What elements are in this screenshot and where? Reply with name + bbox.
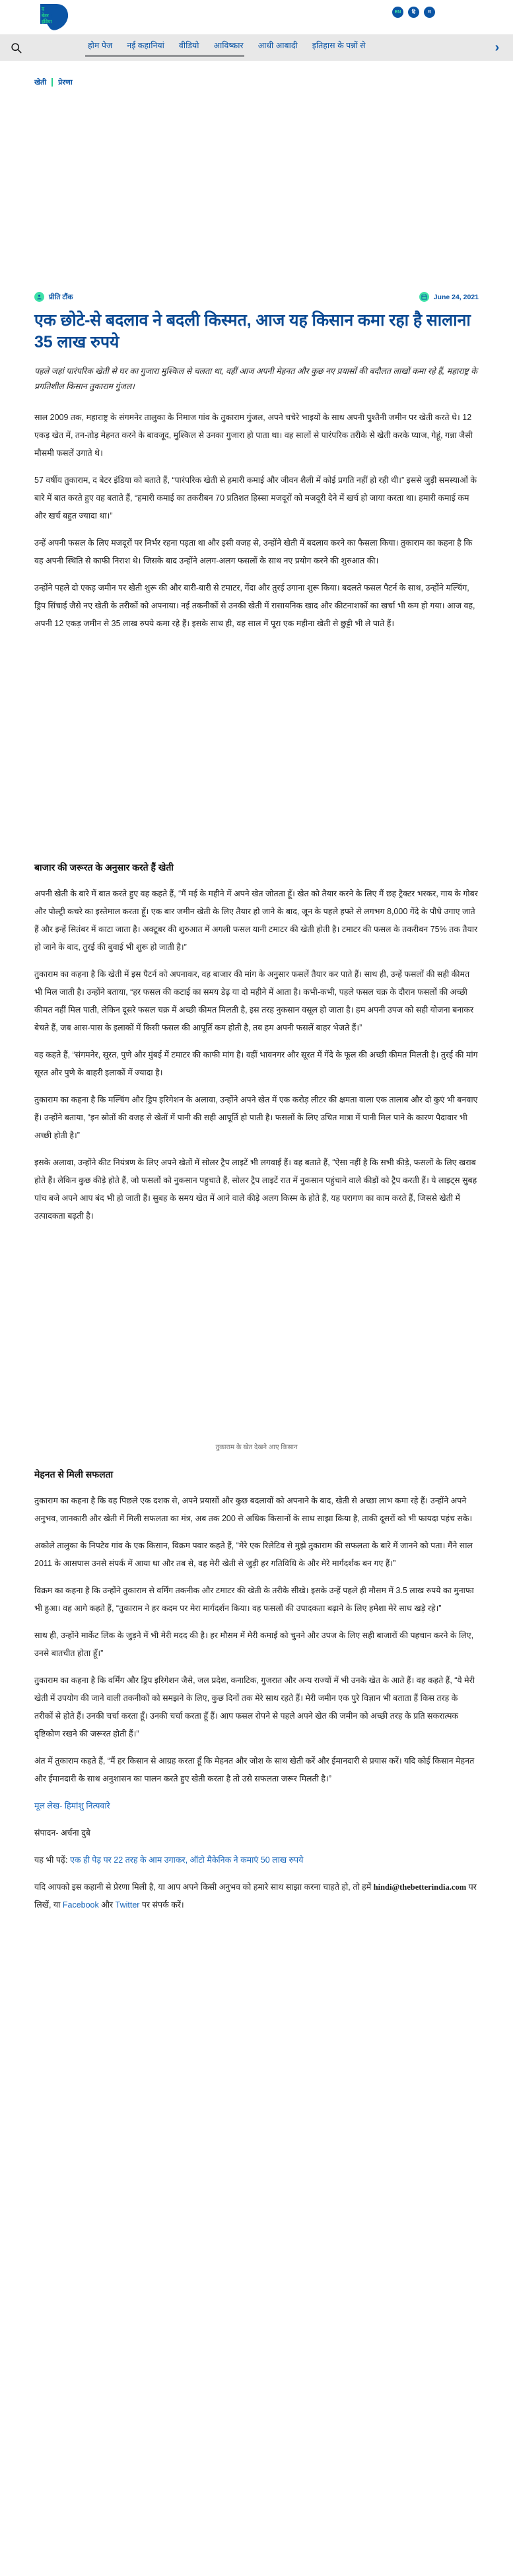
contact-paragraph <box>34 1878 479 1914</box>
the-better-india-logo[interactable] <box>39 3 69 32</box>
hero-image <box>34 95 479 273</box>
paragraph: विक्रम का कहना है कि उन्होंने तुकाराम से वर्मिंग तकनीक और टमाटर की खेती के तरीके सीखे। इसके उन्हें पहले ही मौसम में 3.5 लाख रुपये का मुनाफा भी हुआ। वह आगे कहते हैं, “तुकाराम ने हर कदम पर मेरा मार्गदर्शन किया। वह फसलों की उपादकता बढ़ाने के लिए हमेशा मेरे साथ खड़े रहे।” <box>34 1586 474 1613</box>
paragraph: इसके अलावा, उन्होंने कीट नियंत्रण के लिए अपने खेतों में सोलर ट्रैप लाइटें भी लगवाई हैं। वह बताते हैं, “ऐसा नहीं है कि सभी कीड़े, फसलों के लिए खराब होते हैं। लेकिन कुछ कीड़े होते हैं, जो फसलों को नुकसान पहुचाते हैं, सोलर ट्रैप लाइटें रात में नुकसान पहुंचाने वाले कीड़ों को ट्रैप करती हैं। ये लाइट्स सुबह पांच बजे अपने आप बंद भी हो जाती हैं। सुबह के समय खेत में आने वाले कीड़े अलग किस्म के होते हैं, यह परागण का काम करते हैं, जिससे खेती में उत्पादकता बढ़ती है। <box>34 1158 477 1221</box>
nav-item-home[interactable]: होम पेज <box>88 38 112 57</box>
paragraph: उन्हें अपनी फसल के लिए मजदूरों पर निर्भर रहना पड़ता था और इसी वजह से, उन्होंने खेती में बदलाव करने का फैसला किया। तुकाराम का कहना है कि वह अपनी स्थिति से काफी निराश थे। जिसके बाद उन्होंने अलग-अलग फसलों के साथ नए प्रयोग करने की शुरुआत की। <box>34 538 473 565</box>
article-meta <box>34 292 479 302</box>
nav-item-women[interactable]: आधी आबादी <box>257 41 298 50</box>
figure-caption: तुकाराम के खेत देखने आए किसान <box>215 1444 298 1451</box>
contact-text-1: यदि आपको इस कहानी से प्रेरणा मिली है, या आप अपने किसी अनुभव को हमारे साथ साझा करना चाहते हो, तो हमें <box>34 1882 374 1892</box>
nav-item-innovation[interactable]: आविष्कार <box>213 41 244 50</box>
bottom-spacer <box>34 1923 479 1941</box>
editor-credit: संपादन- अर्चना दुबे <box>34 1828 90 1838</box>
twitter-link[interactable]: Twitter <box>115 1900 140 1910</box>
lang-pill-hi[interactable]: हि <box>408 7 419 18</box>
figure-image <box>34 646 479 844</box>
calendar-icon <box>419 292 429 302</box>
calendar-glyph-icon <box>421 294 427 300</box>
paragraph: वह कहते हैं, “संगमनेर, सूरत, पुणे और मुंबई में टमाटर की काफी मांग है। वहीं भावनगर और सूरत में गेंदे के फूल की अच्छी कीमत मिलती है। तुरई की मांग सूरत और पुणे के बाहरी इलाकों में ज्यादा है। <box>34 1050 478 1077</box>
paragraph: उन्होंने पहले दो एकड़ जमीन पर खेती शुरू की और बारी-बारी से टमाटर, गेंदा और तुरई उगाना शुरू किया। बदलते फसल पैटर्न के साथ, उन्होंने मल्चिंग, ड्रिप सिंचाई जैसे नए खेती के तरीकों को अपनाया। नई तकनीकों से उनकी खेती में रासायनिक खाद और कीटनाशकों का खर्चा भी कम हो गया। आज वह, अपनी 12 एकड़ जमीन से 35 लाख रुपये कमा रहे हैं। इसके साथ ही, वह साल में पूरा एक महीना खेती से छुट्टी भी ले पाते हैं। <box>34 583 475 628</box>
person-icon <box>36 294 42 300</box>
inline-figure-1 <box>34 646 479 844</box>
article-standfirst: पहले जहां पारंपरिक खेती से घर का गुजारा मुश्किल से चलता था, वहीं आज अपनी मेहनत और कुछ नए प्रयासों की बदौलत लाखों कमा रहे हैं, महाराष्ट्र के प्रगतिशील किसान तुकाराम गुंजल। <box>34 367 477 391</box>
also-read-line <box>34 1851 479 1869</box>
search-icon <box>11 42 22 54</box>
paragraph: 57 वर्षीय तुकाराम, द बेटर इंडिया को बताते हैं, “पारंपरिक खेती से हमारी कमाई और जीवन शैली में कोई प्रगति नहीं हो रही थी।” इससे जुड़ी समस्याओं के बारे में बात करते हुए वह बताते हैं, “हमारी कमाई का तकरीबन 70 प्रतिशत हिस्सा मजदूरों को मजदूरी देने में खर्च हो जाया करता था। हमारी कमाई कम और खर्च बहुत ज्यादा था।” <box>34 476 477 520</box>
category-separator <box>51 78 53 87</box>
nav-next-arrow-icon[interactable]: › <box>495 40 500 55</box>
nav-item-videos[interactable]: वीडियो <box>178 41 199 50</box>
facebook-link[interactable]: Facebook <box>62 1900 99 1910</box>
page-title: एक छोटे-से बदलाव ने बदली किस्मत, आज यह किसान कमा रहा है सालाना 35 लाख रुपये <box>34 311 471 351</box>
search-button[interactable] <box>0 42 32 54</box>
paragraph: तुकाराम का कहना है कि खेती में इस पैटर्न को अपनाकर, वह बाजार की मांग के अनुसार फसलें तैयार कर पाते हैं। साथ ही, उन्हें फसलों की सही कीमत भी मिल जाती है। उन्होंने बताया, “हर फसल की कटाई का समय डेढ़ या दो महीने में आता है। कभी-कभी, पहले फसल चक्र के दौरान फसलों की अच्छी कीमत नहीं मिल पाती, लेकिन दूसरे फसल चक्र में अच्छी कीमत मिलती है, इस तरह नुकसान वसूल हो जाता है। हम अपनी उपज को सही योजना बनाकर बेचते हैं, जब आस-पास के इलाकों में किसी फसल की आपूर्ति कम होती है, तब हम अपनी फसलें बाहर भेजते हैं।” <box>34 970 474 1032</box>
original-author-credit[interactable]: मूल लेख- हिमांशु नित्यवारे <box>34 1801 110 1810</box>
category-breadcrumb <box>34 61 479 91</box>
paragraph: अपनी खेती के बारे में बात करते हुए वह कहते हैं, “मैं मई के महीने में अपने खेत जोतता हूँ। खेत को तैयार करने के लिए मैं छह ट्रैक्टर भरकर, गाय के गोबर और पोल्ट्री कचरे का इस्तेमाल करता हूँ। एक बार जमीन खेती के लिए तैयार हो जाने के बाद, जून के पहले हफ्ते से लगभग 8,000 गेंदे के पौधे उगाए जाते हैं और इन्हें सितंबर में काटा जाता है। अक्टूबर की शुरुआत में अगली फसल यानी टमाटर की खेती होती है। टमाटर की फसल के तकरीबन 75% तक तैयार हो जाने के बाद, तुरई की बुवाई भी शुरू हो जाती है।” <box>34 889 478 952</box>
author-avatar-icon <box>34 292 44 302</box>
logo-tab[interactable] <box>34 0 77 34</box>
also-read-link[interactable]: एक ही पेड़ पर 22 तरह के आम उगाकर, ऑटो मैकेनिक ने कमाएं 50 लाख रुपये <box>69 1855 304 1865</box>
paragraph: अंत में तुकाराम कहते हैं, “मैं हर किसान से आग्रह करता हूँ कि मेहनत और जोश के साथ खेती करें और ईमानदारी से प्रयास करें। यदि कोई किसान मेहनत और ईमानदारी के साथ अनुशासन का पालन करते हुए खेती करता है तो उसे सफलता जरूर मिलती है।” <box>34 1756 475 1783</box>
paragraph: तुकाराम का कहना है कि वह पिछले एक दशक से, अपने प्रयासों और कुछ बदलावों को अपनाने के बाद, खेती से अच्छा लाभ कमा रहे हैं। उन्होंने अपने अनुभव, जानकारी और खेती में मिली सफलता का मंत्र, अब तक 200 से अधिक किसानों के साथ साझा किया है, ताकी दूसरों को भी फायदा पहंच सके। <box>34 1496 473 1523</box>
logo-line-3: इंडिया <box>42 18 52 24</box>
logo-line-1: द <box>42 6 44 12</box>
section-heading-market: बाजार की जरूरत के अनुसार करते हैं खेती <box>34 862 174 873</box>
category-link-prerna[interactable]: प्रेरणा <box>58 79 73 87</box>
nav-item-history[interactable]: इतिहास के पन्नों से <box>312 41 366 50</box>
author-block[interactable] <box>34 292 73 302</box>
lang-pill-mr[interactable]: म <box>424 7 435 18</box>
category-link-kheti[interactable]: खेती <box>34 79 47 87</box>
paragraph: तुकाराम का कहना है कि मल्चिंग और ड्रिप इरिगेशन के अलावा, उन्होंने अपने खेत में एक करोड़ लीटर की क्षमता वाला एक तालाब और दो कुएं भी बनवाए हैं। उन्होंने बताया, “इन स्रोतों की वजह से खेतों में पानी की सही आपूर्ति हो पाती है। फसलों के लिए उचित मात्रा में पानी मिल पाने के कारण पैदावार भी अच्छी होती है।” <box>34 1095 478 1140</box>
article-container <box>0 61 513 1941</box>
contact-text-3: और <box>98 1900 116 1910</box>
also-read-label: यह भी पढ़ें: <box>34 1855 68 1865</box>
section-heading-success: मेहनत से मिली सफलता <box>34 1469 114 1480</box>
nav-items <box>32 38 481 57</box>
contact-text-2: पर लिखें, या <box>34 1882 477 1910</box>
author-name[interactable]: प्रीति टौंक <box>49 293 73 301</box>
logo-wordmark <box>42 6 64 25</box>
main-navigation <box>0 34 513 61</box>
contact-text-4: पर संपर्क करें। <box>139 1900 184 1910</box>
logo-line-2: बेटर <box>42 12 49 18</box>
publish-date: June 24, 2021 <box>433 293 479 301</box>
language-switcher[interactable] <box>392 7 435 18</box>
paragraph: तुकाराम का कहना है कि वर्मिंग और ड्रिप इरिगेशन जैसे, जल प्रदेश, कनाटिक, गुजरात और अन्य राज्यों में भी उनके खेत के आते हैं। वह कहते हैं, “ये मेरी खेती में उपयोग की जाने वाली तकनीकों को समझने के लिए, कुछ दिनों तक मेरे साथ रहते हैं। मेरी जमीन एक पुरे विज्ञान भी बताता हैं किस तरह के तरीकों से होते हैं। उनकी चर्चा करता हूँ। उनकी चर्चा करता हूँ हैं। आप फसल रोपने से पहले अपने खेत की जमीन को अच्छी तरह के प्रति सकरात्मक दृष्टिकोण रखने की जरूरत होती हैं।” <box>34 1676 475 1738</box>
nav-item-new-stories[interactable]: नई कहानियां <box>127 41 164 50</box>
lang-pill-en[interactable]: EN <box>392 7 403 18</box>
brand-bar <box>0 0 513 34</box>
paragraph: साथ ही, उन्होंने मार्केट लिंक के जुड़ने में भी मेरी मदद की है। हर मौसम में मेरी कमाई को चुनने और उपज के लिए सही बाजारों की पहचान करने के लिए, उनसे बातचीत होता हूँ।” <box>34 1631 474 1658</box>
contact-email[interactable]: hindi@thebetterindia.com <box>373 1882 467 1892</box>
inline-figure-2 <box>34 1238 479 1451</box>
paragraph: साल 2009 तक, महाराष्ट्र के संगमनेर तालुका के निमाज गांव के तुकाराम गुंजल, अपने चचेरे भाइयों के साथ अपनी पुश्तैनी जमीन पर खेती करते थे। 12 एकड़ खेत में, तन-तोड़ मेहनत करने के बावजूद, मुश्किल से उनका गुजारा हो पाता था। वह सालों से पारंपरिक तरीके से खेती करके प्याज, गेहूं, गन्ना जैसी मौसमी फसलें उगाते थे। <box>34 413 473 458</box>
figure-image <box>34 1238 479 1437</box>
date-block <box>419 292 479 302</box>
paragraph: अकोले तालुका के निपटेव गांव के एक किसान, विक्रम पवार कहते हैं, “मेरे एक रिलेटिव से मुझे तुकाराम की सफलता के बारे में जानने को पता। मैंने साल 2011 के आसपास उनसे संपर्क में आया था और तब से, वह मेरी खेती से जुड़ी हर गतिविधि के और मेरे मार्गदर्शक बन गए हैं।” <box>34 1541 473 1568</box>
